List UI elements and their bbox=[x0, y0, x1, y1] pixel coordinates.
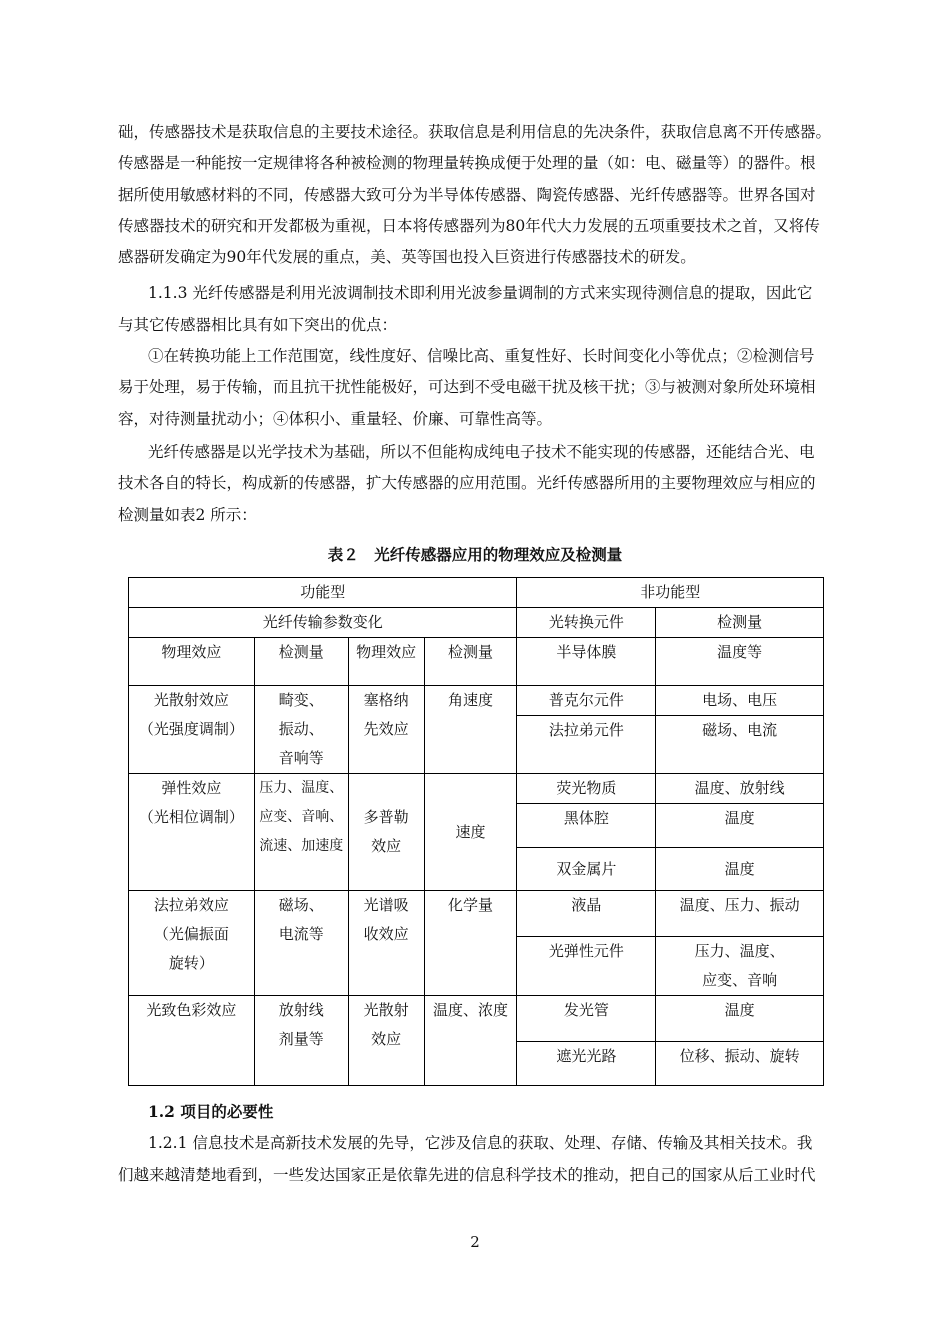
table-cell: 温度、放射线 bbox=[656, 774, 824, 804]
header-conversion-element: 光转换元件 bbox=[517, 608, 656, 638]
text-line: 易于处理，易于传输，而且抗干扰性能极好，可达到不受电磁干扰及核干扰；③与被测对象所处环境相 bbox=[118, 378, 816, 396]
table-cell: 畸变、 振动、 音响等 bbox=[254, 686, 348, 774]
table-cell: 角速度 bbox=[424, 686, 517, 774]
table-caption: 表２ 光纤传感器应用的物理效应及检测量 bbox=[327, 545, 623, 564]
section-heading: 1.2 项目的必要性 bbox=[148, 1102, 274, 1121]
table-cell: 化学量 bbox=[424, 891, 517, 996]
table-cell: 法拉弟效应 （光偏振面 旋转） bbox=[129, 891, 255, 996]
table-cell: 电场、电压 bbox=[656, 686, 824, 716]
physical-effects-table bbox=[128, 577, 824, 1086]
text-line: 感器研发确定为90年代发展的重点，美、英等国也投入巨资进行传感器技术的研发。 bbox=[118, 248, 696, 266]
table-cell: 压力、温度、 应变、音响 bbox=[656, 937, 824, 996]
text-line: 们越来越清楚地看到，一些发达国家正是依靠先进的信息科学技术的推动，把自己的国家从后工业时代 bbox=[118, 1166, 816, 1184]
header-measurand: 检测量 bbox=[254, 638, 348, 686]
table-cell: 位移、振动、旋转 bbox=[656, 1042, 824, 1086]
table-cell: 温度、浓度 bbox=[424, 996, 517, 1086]
table-cell: 速度 bbox=[424, 774, 517, 891]
header-param-change: 光纤传输参数变化 bbox=[129, 608, 517, 638]
page-number: 2 bbox=[470, 1233, 480, 1251]
table-cell: 磁场、 电流等 bbox=[254, 891, 348, 996]
text-line: 传感器技术的研究和开发都极为重视，日本将传感器列为80年代大力发展的五项重要技术之首，又将传 bbox=[118, 217, 820, 235]
text-line: 容，对待测量扰动小；④体积小、重量轻、价廉、可靠性高等。 bbox=[118, 410, 553, 428]
text-line: 技术各自的特长，构成新的传感器，扩大传感器的应用范围。光纤传感器所用的主要物理效应与相应的 bbox=[118, 474, 816, 492]
text-line: 据所使用敏感材料的不同，传感器大致可分为半导体传感器、陶瓷传感器、光纤传感器等。世界各国对 bbox=[118, 186, 816, 204]
table-cell: 多普勒 效应 bbox=[348, 774, 424, 891]
table-cell: 弹性效应 （光相位调制） bbox=[129, 774, 255, 891]
table-cell: 半导体膜 bbox=[517, 638, 656, 686]
table-cell: 温度 bbox=[656, 996, 824, 1042]
header-functional: 功能型 bbox=[129, 578, 517, 608]
table-cell: 黑体腔 bbox=[517, 804, 656, 848]
header-effect: 物理效应 bbox=[129, 638, 255, 686]
table-cell: 光弹性元件 bbox=[517, 937, 656, 996]
table-cell: 温度 bbox=[656, 848, 824, 891]
table-cell: 法拉弟元件 bbox=[517, 716, 656, 774]
text-line: 础，传感器技术是获取信息的主要技术途径。获取信息是利用信息的先决条件，获取信息离不开传感器。 bbox=[118, 123, 832, 141]
table-cell: 普克尔元件 bbox=[517, 686, 656, 716]
table-cell: 磁场、电流 bbox=[656, 716, 824, 774]
text-line: 传感器是一种能按一定规律将各种被检测的物理量转换成便于处理的量（如：电、磁量等）的器件。根 bbox=[118, 154, 816, 172]
header-effect: 物理效应 bbox=[348, 638, 424, 686]
header-measurand: 检测量 bbox=[656, 608, 824, 638]
table-cell: 光致色彩效应 bbox=[129, 996, 255, 1086]
table-cell: 双金属片 bbox=[517, 848, 656, 891]
text-line: 与其它传感器相比具有如下突出的优点： bbox=[118, 316, 398, 334]
table-cell: 温度、压力、振动 bbox=[656, 891, 824, 937]
table-cell: 发光管 bbox=[517, 996, 656, 1042]
table-cell: 光散射效应 （光强度调制） bbox=[129, 686, 255, 774]
table-cell: 温度 bbox=[656, 804, 824, 848]
table-cell: 光散射 效应 bbox=[348, 996, 424, 1086]
header-measurand: 检测量 bbox=[424, 638, 517, 686]
table-cell: 光谱吸 收效应 bbox=[348, 891, 424, 996]
table-cell: 遮光光路 bbox=[517, 1042, 656, 1086]
text-line: ①在转换功能上工作范围宽，线性度好、信噪比高、重复性好、长时间变化小等优点；②检测信号 bbox=[148, 347, 815, 365]
table-cell: 液晶 bbox=[517, 891, 656, 937]
table-cell: 荧光物质 bbox=[517, 774, 656, 804]
table-cell: 放射线 剂量等 bbox=[254, 996, 348, 1086]
table-cell: 温度等 bbox=[656, 638, 824, 686]
table-cell: 压力、温度、 应变、音响、 流速、加速度 bbox=[254, 774, 348, 891]
text-line: 光纤传感器是以光学技术为基础，所以不但能构成纯电子技术不能实现的传感器，还能结合光、电 bbox=[148, 443, 815, 461]
text-line: 1.2.1 信息技术是高新技术发展的先导，它涉及信息的获取、处理、存储、传输及其相关技术。我 bbox=[148, 1134, 813, 1152]
header-nonfunctional: 非功能型 bbox=[517, 578, 824, 608]
table-cell: 塞格纳 先效应 bbox=[348, 686, 424, 774]
text-line: 1.1.3 光纤传感器是利用光波调制技术即利用光波参量调制的方式来实现待测信息的提取，因此它 bbox=[148, 284, 813, 302]
text-line: 检测量如表2 所示： bbox=[118, 506, 257, 524]
